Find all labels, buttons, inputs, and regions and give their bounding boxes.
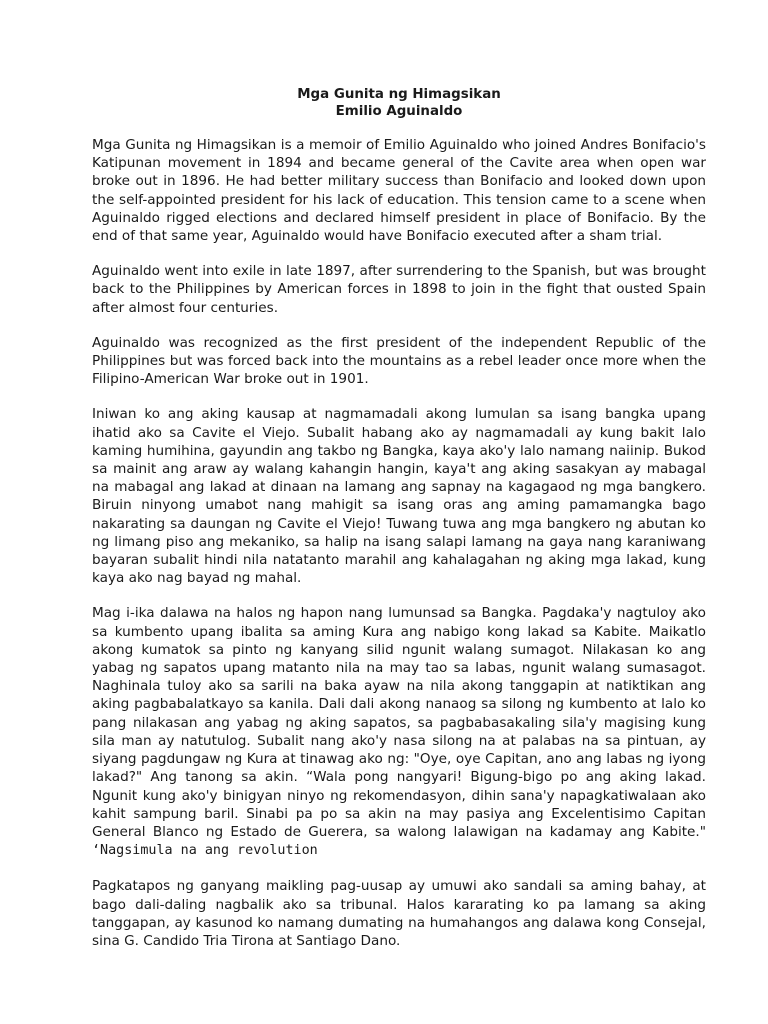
document-title: Mga Gunita ng Himagsikan (297, 87, 501, 102)
paragraph-4: Iniwan ko ang aking kausap at nagmamadali akong lumulan sa isang bangka upang ihatid ako sa Cavite el Viejo. Subalit habang ako ay nagmamadali ay kung bakit lalo kaming humihina, gayundin ang takbo ng Bangka, kaya ako'y lalo namang naiinip. Bukod sa mainit ang araw ay walang kahangin hangin, kaya't ang aking sasakyan ay mabagal na mabagal ang lakad at dinaan na lamang ang sapnay na kagagaod ng mga bangkero. Biruin ninyong umabot nang mahigit sa isang oras ang aming pamamangka bago nakarating sa daungan ng Cavite el Viejo! Tuwang tuwa ang mga bangkero ng abutan ko ng limang piso ang mekaniko, sa halip na isang salapi lamang na gaya nang karaniwang bayaran subalit hindi nila natatanto marahil ang kahalagahan ng aking mga lakad, kung kaya ako nag bayad ng mahal. (92, 406, 706, 587)
paragraph-1: Mga Gunita ng Himagsikan is a memoir of Emilio Aguinaldo who joined Andres Bonifacio's Katipunan movement in 1894 and became general of the Cavite area when open war broke out in 1896. He had better military success than Bonifacio and looked down upon the self-appointed president for his lack of education. This tension came to a scene when Aguinaldo rigged elections and declared himself president in place of Bonifacio. By the end of that same year, Aguinaldo would have Bonifacio executed after a sham trial. (92, 137, 706, 245)
paragraph-3: Aguinaldo was recognized as the first president of the independent Republic of the Philippines but was forced back into the mountains as a rebel leader once more when the Filipino-American War broke out in 1901. (92, 334, 706, 388)
document-page (92, 86, 706, 967)
document-author: Emilio Aguinaldo (335, 104, 463, 119)
paragraph-5 (92, 604, 706, 860)
document-header (92, 86, 706, 120)
paragraph-5-text: Mag i-ika dalawa na halos ng hapon nang lumunsad sa Bangka. Pagdaka'y nagtuloy ako sa kumbento upang ibalita sa aming Kura ang nabigo kong lakad sa Kabite. Maikatlo akong kumatok sa pinto ng kanyang silid ngunit walang sumagot. Nilakasan ko ang yabag ng sapatos upang matanto nila na may tao sa labas, ngunit walang sumasagot. Naghinala tuloy ako sa sarili na baka ayaw na nila akong tanggapin at natiktikan ang aking pagbabalatkayo sa kanila. Dali dali akong nanaog sa silong ng kumbento at lalo ko pang nilakasan ang yabag ng aking sapatos, sa pagbabasakaling sila'y magising kung sila man ay natutulog. Subalit nang ako'y nasa silong na at palabas na sa pintuan, ay siyang pagdungaw ng Kura at tinawag ako ng: "Oye, oye Capitan, ano ang labas ng iyong lakad?" Ang tanong sa akin. “Wala pong nangyari! Bigung-bigo po ang aking lakad. Ngunit kung ako'y binigyan ninyo ng rekomendasyon, dihin sana'y napagkatiwalaan ako kahit sampung baril. Sinabi pa po sa akin na may pasiya ang Excelentisimo Capitan General Blanco ng Estado de Guerera, sa walong lalawigan na kadamay ang Kabite." (92, 605, 706, 840)
inline-note: ‘Nagsimula na ang revolution (92, 843, 318, 859)
paragraph-2: Aguinaldo went into exile in late 1897, after surrendering to the Spanish, but was brought back to the Philippines by American forces in 1898 to join in the fight that ousted Spain after almost four centuries. (92, 263, 706, 316)
paragraph-6: Pagkatapos ng ganyang maikling pag-uusap ay umuwi ako sandali sa aming bahay, at bago dali-daling nagbalik ako sa tribunal. Halos kararating ko pa lamang sa aking tanggapan, ay kasunod ko namang dumating na humahangos ang dalawa kong Consejal, sina G. Candido Tria Tirona at Santiago Dano. (92, 878, 706, 949)
